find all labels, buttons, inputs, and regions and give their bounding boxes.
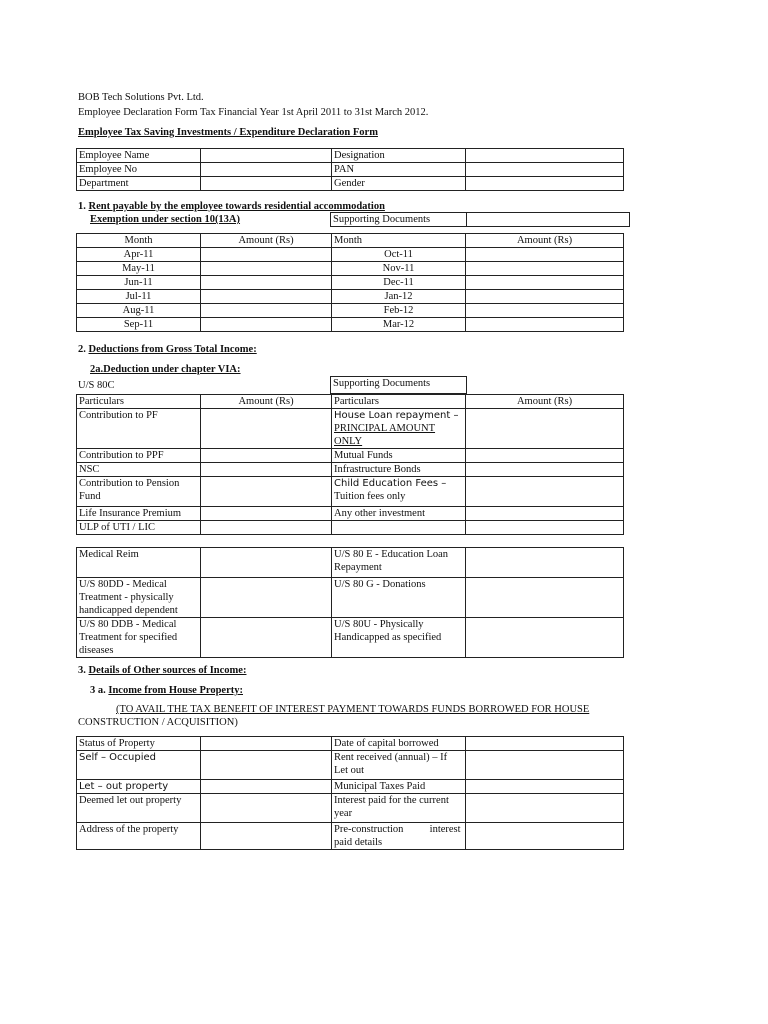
amount-field[interactable] — [466, 276, 624, 290]
amount-field[interactable] — [201, 304, 332, 318]
pf-label: Contribution to PF — [77, 409, 201, 449]
section3-title: Details of Other sources of Income: — [88, 665, 247, 676]
amount-field[interactable] — [466, 463, 624, 477]
table-row — [77, 780, 624, 794]
us80dd-line3: handicapped dependent — [79, 605, 178, 616]
blank-cell — [332, 521, 466, 535]
month-cell: Jan-12 — [332, 290, 466, 304]
amount-field[interactable] — [466, 521, 624, 535]
rent-line2: Let out — [334, 765, 365, 776]
us80dd-label — [77, 578, 201, 618]
table-row — [77, 463, 624, 477]
table-row — [77, 477, 624, 507]
gender-label: Gender — [332, 177, 466, 191]
us80u-line1: U/S 80U - Physically — [334, 619, 424, 630]
us80ddb-line2: Treatment for specified — [79, 632, 178, 643]
precon-line2: paid details — [334, 837, 383, 848]
table-row — [77, 823, 624, 850]
table-row — [77, 751, 624, 780]
edu-loan-line2: Repayment — [334, 562, 382, 573]
amount-field[interactable] — [466, 477, 624, 507]
form-subtitle: Employee Declaration Form Tax Financial Year 1st April 2011 to 31st March 2012. — [78, 107, 429, 118]
amount-field[interactable] — [201, 409, 332, 449]
pan-field[interactable] — [466, 163, 624, 177]
section2-title: Deductions from Gross Total Income: — [88, 344, 257, 355]
section1-number: 1. — [78, 201, 86, 212]
precon-line1: Pre-construction interest — [334, 824, 461, 835]
infra-bonds-label: Infrastructure Bonds — [332, 463, 466, 477]
amount-header: Amount (Rs) — [201, 234, 332, 248]
amount-header: Amount (Rs) — [466, 234, 624, 248]
month-cell: Apr-11 — [77, 248, 201, 262]
section1-title: Rent payable by the employee towards residential accommodation — [88, 201, 385, 212]
form-title: Employee Tax Saving Investments / Expenditure Declaration Form — [78, 127, 378, 138]
amount-field[interactable] — [201, 318, 332, 332]
pre-construction-field[interactable] — [466, 823, 624, 850]
amount-field[interactable] — [466, 318, 624, 332]
amount-field[interactable] — [201, 262, 332, 276]
table-row — [77, 618, 624, 658]
table-row — [77, 276, 624, 290]
blank-cell — [467, 377, 630, 394]
us80u-label — [332, 618, 466, 658]
rent-table — [76, 233, 624, 332]
nsc-label: NSC — [77, 463, 201, 477]
ulp-label: ULP of UTI / LIC — [77, 521, 201, 535]
table-row — [77, 149, 624, 163]
amount-field[interactable] — [201, 276, 332, 290]
municipal-tax-label: Municipal Taxes Paid — [332, 780, 466, 794]
supporting-docs-box — [330, 212, 630, 227]
let-out-field[interactable] — [201, 780, 332, 794]
table-row — [77, 163, 624, 177]
month-cell: Jun-11 — [77, 276, 201, 290]
interest-line2: year — [334, 808, 353, 819]
particulars-header: Particulars — [77, 395, 201, 409]
address-field[interactable] — [201, 823, 332, 850]
interest-paid-label — [332, 794, 466, 823]
amount-field[interactable] — [201, 290, 332, 304]
gender-field[interactable] — [466, 177, 624, 191]
month-cell: Jul-11 — [77, 290, 201, 304]
house-property-table — [76, 736, 624, 850]
table-row — [77, 794, 624, 823]
principal-text: PRINCIPAL AMOUNT ONLY — [334, 423, 436, 447]
exemption-label: Exemption under section 10(13A) — [90, 214, 241, 225]
us80u-line2: Handicapped as specified — [334, 632, 442, 643]
amount-field[interactable] — [466, 548, 624, 578]
table-row — [77, 548, 624, 578]
table-row — [77, 234, 624, 248]
department-label: Department — [77, 177, 201, 191]
month-header: Month — [77, 234, 201, 248]
amount-field[interactable] — [466, 449, 624, 463]
month-header: Month — [332, 234, 466, 248]
designation-field[interactable] — [466, 149, 624, 163]
table-row — [77, 578, 624, 618]
amount-field[interactable] — [201, 477, 332, 507]
table-row — [77, 248, 624, 262]
designation-label: Designation — [332, 149, 466, 163]
month-cell: Oct-11 — [332, 248, 466, 262]
date-capital-label: Date of capital borrowed — [332, 737, 466, 751]
month-cell: May-11 — [77, 262, 201, 276]
amount-field[interactable] — [201, 248, 332, 262]
month-cell: Nov-11 — [332, 262, 466, 276]
mutual-funds-label: Mutual Funds — [332, 449, 466, 463]
house-loan-label — [332, 409, 466, 449]
date-capital-field[interactable] — [466, 737, 624, 751]
medical-reim-label: Medical Reim — [77, 548, 201, 578]
section2-heading — [78, 344, 257, 355]
amount-header: Amount (Rs) — [201, 395, 332, 409]
pre-construction-label — [332, 823, 466, 850]
supporting-docs-box-2 — [330, 376, 629, 394]
department-field[interactable] — [201, 177, 332, 191]
house-loan-text: House Loan repayment – — [334, 410, 459, 421]
us80ddb-label — [77, 618, 201, 658]
table-row — [77, 507, 624, 521]
section3-number: 3. — [78, 665, 86, 676]
supporting-docs-field[interactable] — [467, 213, 630, 227]
tuition-text: Tuition fees only — [334, 491, 406, 502]
us80c-label: U/S 80C — [78, 380, 115, 391]
us80ddb-line1: U/S 80 DDB - Medical — [79, 619, 177, 630]
month-cell: Mar-12 — [332, 318, 466, 332]
table-row — [77, 409, 624, 449]
tax-benefit-note-line1: (TO AVAIL THE TAX BENEFIT OF INTEREST PAYMENT TOWARDS FUNDS BORROWED FOR HOUSE — [116, 704, 590, 715]
rent-received-label — [332, 751, 466, 780]
employee-name-label: Employee Name — [77, 149, 201, 163]
supporting-docs-label: Supporting Documents — [331, 213, 467, 227]
child-edu-label — [332, 477, 466, 507]
employee-no-field[interactable] — [201, 163, 332, 177]
month-cell: Aug-11 — [77, 304, 201, 318]
section3a-title: Income from House Property: — [108, 685, 243, 696]
amount-field[interactable] — [466, 304, 624, 318]
table-row — [77, 177, 624, 191]
table-row — [77, 318, 624, 332]
edu-loan-label — [332, 548, 466, 578]
table-row — [77, 262, 624, 276]
deemed-label: Deemed let out property — [77, 794, 201, 823]
us80dd-line1: U/S 80DD - Medical — [79, 579, 167, 590]
us80dd-line2: Treatment - physically — [79, 592, 174, 603]
section2-number: 2. — [78, 344, 86, 355]
supporting-docs-label: Supporting Documents — [331, 377, 467, 394]
amount-field[interactable] — [201, 578, 332, 618]
amount-field[interactable] — [466, 618, 624, 658]
amount-field[interactable] — [466, 290, 624, 304]
amount-field[interactable] — [201, 463, 332, 477]
pension-line1: Contribution to Pension — [79, 478, 180, 489]
municipal-tax-field[interactable] — [466, 780, 624, 794]
amount-field[interactable] — [201, 521, 332, 535]
pension-label — [77, 477, 201, 507]
interest-line1: Interest paid for the current — [334, 795, 449, 806]
amount-field[interactable] — [466, 507, 624, 521]
amount-header: Amount (Rs) — [466, 395, 624, 409]
table-row — [77, 395, 624, 409]
rent-received-field[interactable] — [466, 751, 624, 780]
let-out-label: Let – out property — [77, 780, 201, 794]
self-occupied-label: Self – Occupied — [77, 751, 201, 780]
house-property-heading — [90, 685, 243, 696]
amount-field[interactable] — [201, 548, 332, 578]
amount-field[interactable] — [201, 507, 332, 521]
medical-table — [76, 547, 624, 658]
interest-paid-field[interactable] — [466, 794, 624, 823]
pension-line2: Fund — [79, 491, 101, 502]
table-row — [77, 290, 624, 304]
amount-field[interactable] — [466, 248, 624, 262]
month-cell: Dec-11 — [332, 276, 466, 290]
employee-name-field[interactable] — [201, 149, 332, 163]
edu-loan-line1: U/S 80 E - Education Loan — [334, 549, 449, 560]
employee-info-table — [76, 148, 624, 191]
section1-heading — [78, 201, 385, 212]
section3-heading — [78, 665, 246, 676]
amount-field[interactable] — [466, 262, 624, 276]
amount-field[interactable] — [466, 409, 624, 449]
deemed-field[interactable] — [201, 794, 332, 823]
table-row — [77, 737, 624, 751]
table-row — [77, 521, 624, 535]
other-investment-label: Any other investment — [332, 507, 466, 521]
tax-benefit-note-line2: CONSTRUCTION / ACQUISITION) — [78, 717, 238, 728]
table-row — [77, 304, 624, 318]
status-label: Status of Property — [77, 737, 201, 751]
amount-field[interactable] — [201, 618, 332, 658]
chapter-via-label: 2a.Deduction under chapter VIA: — [90, 364, 241, 375]
lic-label: Life Insurance Premium — [77, 507, 201, 521]
employee-no-label: Employee No — [77, 163, 201, 177]
company-name: BOB Tech Solutions Pvt. Ltd. — [78, 92, 204, 103]
table-row — [77, 449, 624, 463]
month-cell: Feb-12 — [332, 304, 466, 318]
deductions-table — [76, 394, 624, 535]
ppf-label: Contribution to PPF — [77, 449, 201, 463]
address-label: Address of the property — [77, 823, 201, 850]
pan-label: PAN — [332, 163, 466, 177]
month-cell: Sep-11 — [77, 318, 201, 332]
amount-field[interactable] — [201, 449, 332, 463]
donations-label: U/S 80 G - Donations — [332, 578, 466, 618]
us80ddb-line3: diseases — [79, 645, 114, 656]
self-occupied-field[interactable] — [201, 751, 332, 780]
section3a-number: 3 a. — [90, 685, 106, 696]
amount-field[interactable] — [466, 578, 624, 618]
child-edu-text: Child Education Fees – — [334, 478, 447, 489]
status-field[interactable] — [201, 737, 332, 751]
particulars-header: Particulars — [332, 395, 466, 409]
rent-line1: Rent received (annual) – If — [334, 752, 448, 763]
